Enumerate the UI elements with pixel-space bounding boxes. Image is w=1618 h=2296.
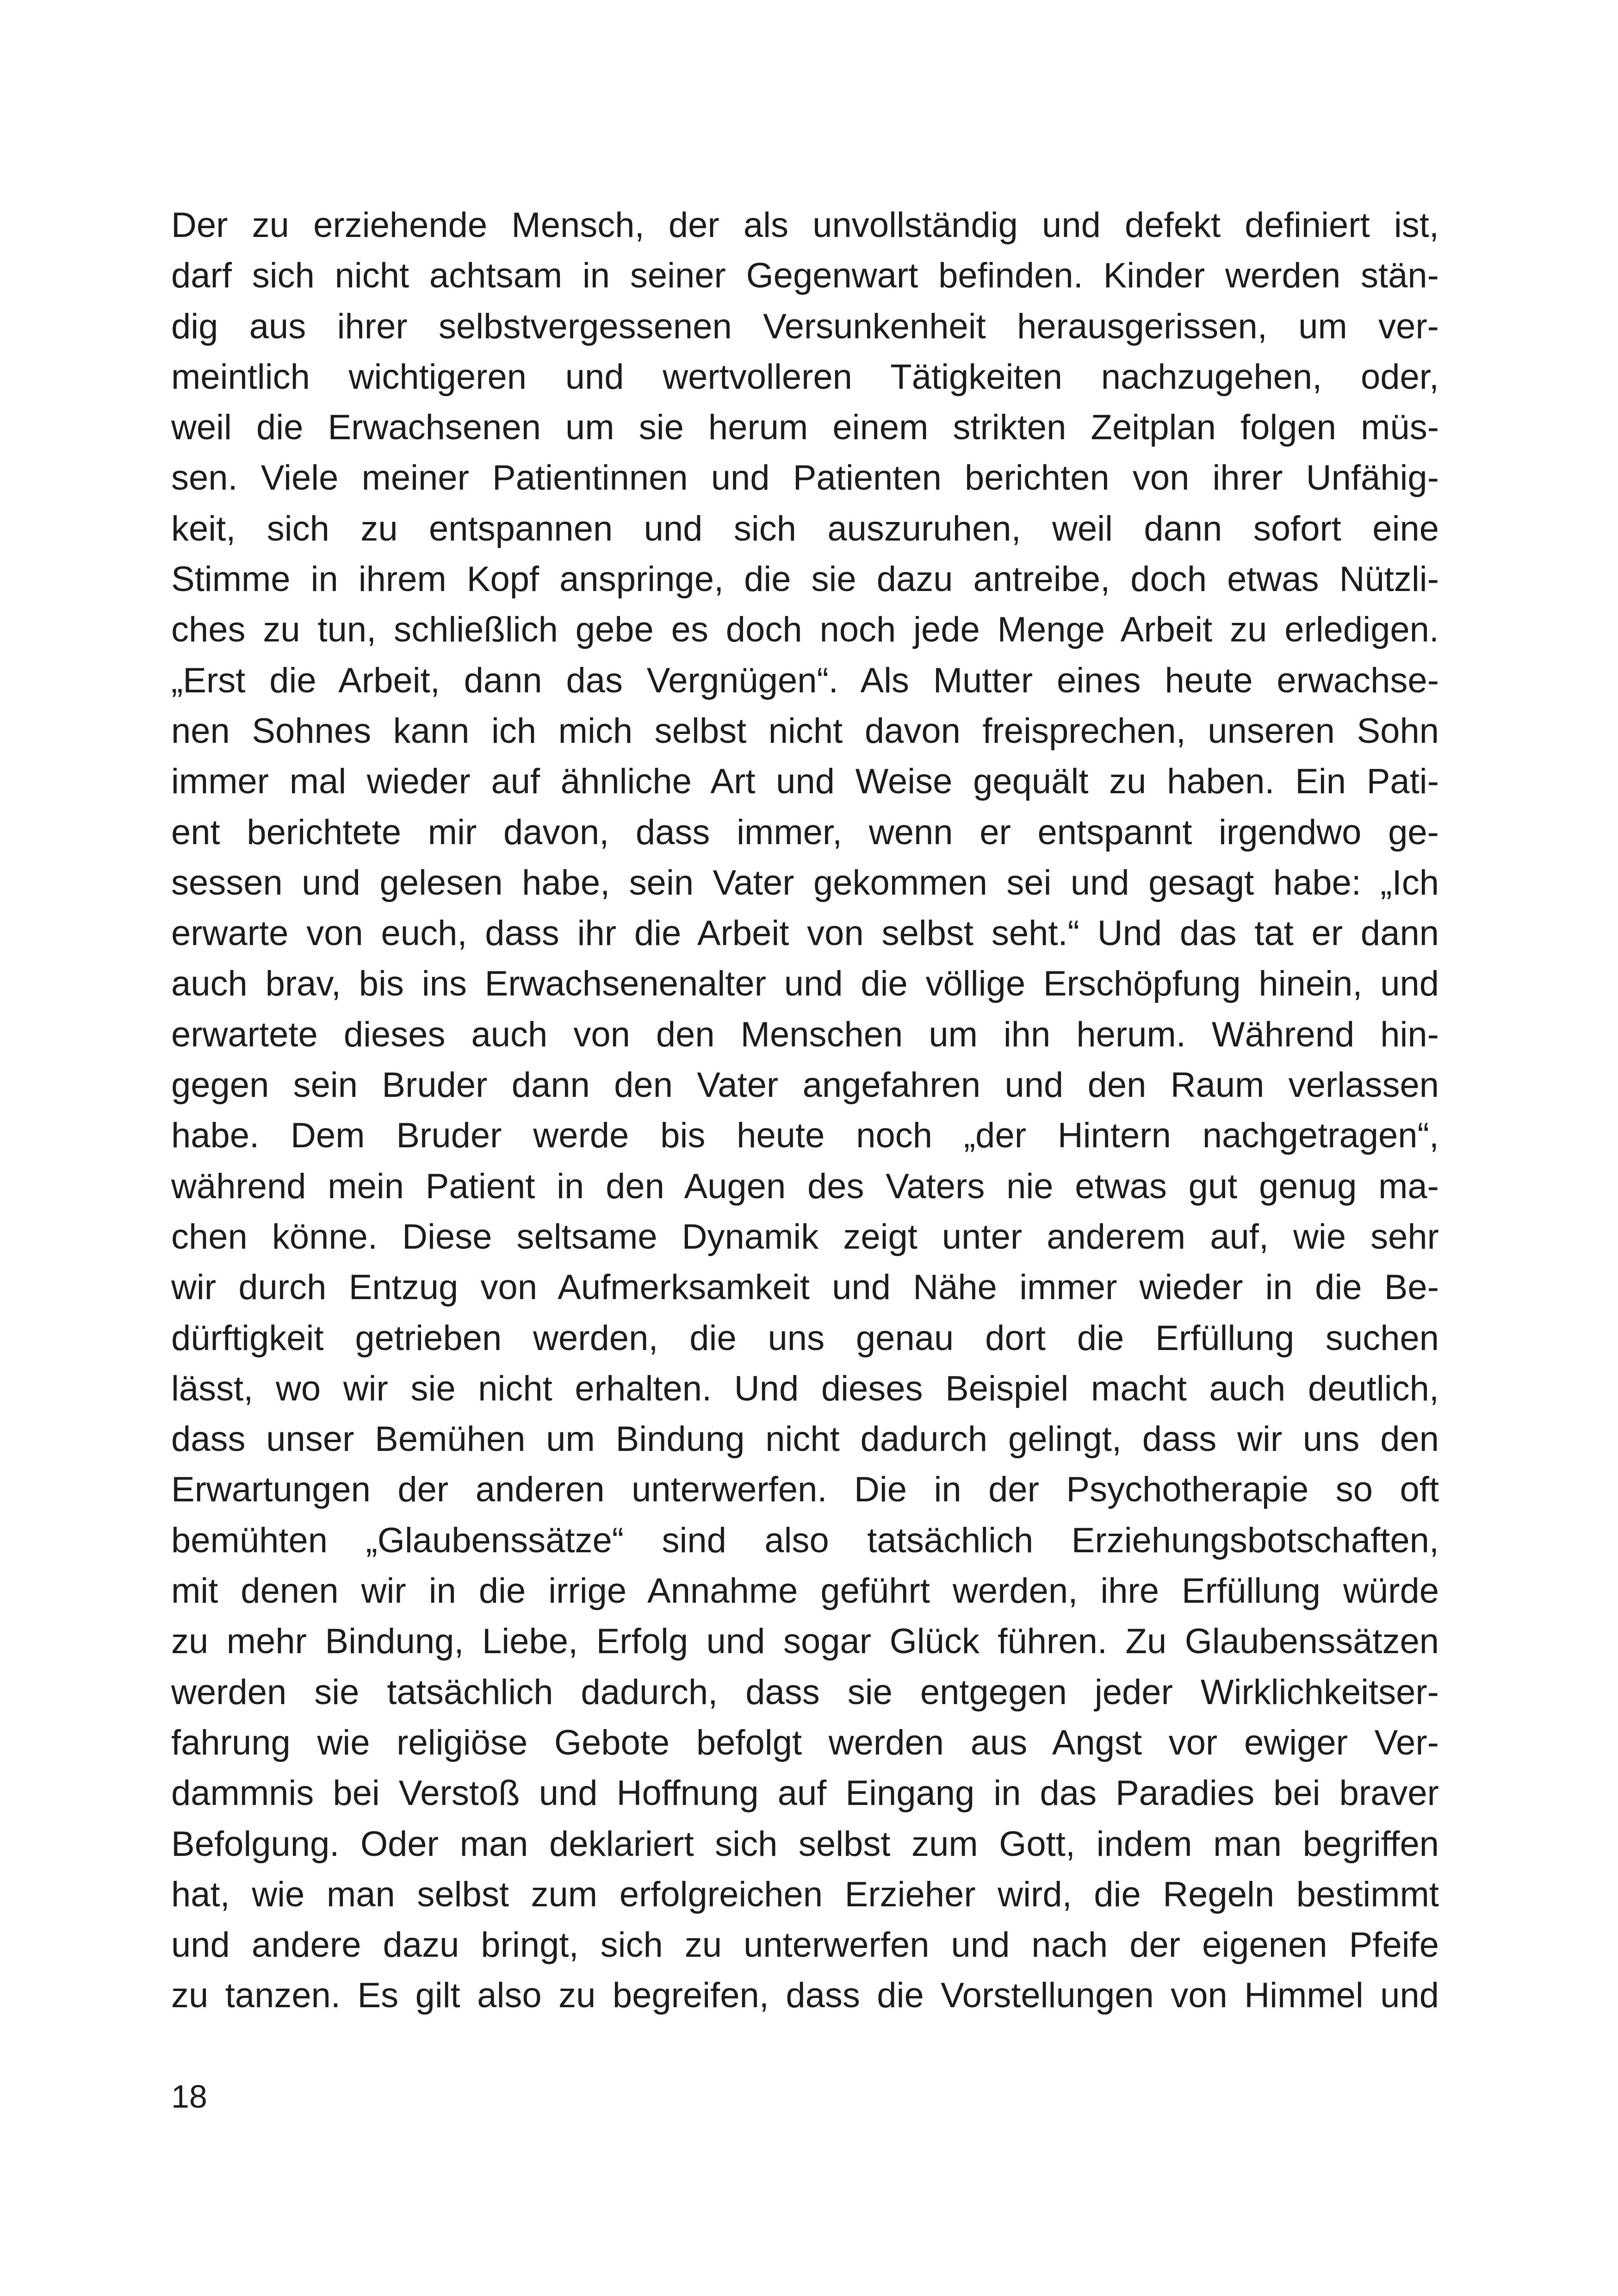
text-line: nen Sohnes kann ich mich selbst nicht davon freisprechen, unseren Sohn — [171, 711, 1439, 751]
text-line: werden sie tatsächlich dadurch, dass sie entgegen jeder Wirklichkeitser- — [171, 1672, 1439, 1712]
text-line: keit, sich zu entspannen und sich auszuruhen, weil dann sofort eine — [171, 509, 1439, 548]
text-line: erwartete dieses auch von den Menschen um ihn herum. Während hin- — [171, 1014, 1439, 1054]
text-line: Befolgung. Oder man deklariert sich selbst zum Gott, indem man begriffen — [171, 1824, 1439, 1864]
text-line: sessen und gelesen habe, sein Vater gekommen sei und gesagt habe: „Ich — [171, 863, 1439, 902]
text-line: weil die Erwachsenen um sie herum einem strikten Zeitplan folgen müs- — [171, 408, 1439, 448]
text-line: fahrung wie religiöse Gebote befolgt werden aus Angst vor ewiger Ver- — [171, 1723, 1439, 1762]
text-line: und andere dazu bringt, sich zu unterwerfen und nach der eigenen Pfeife — [171, 1925, 1439, 1965]
text-line: Stimme in ihrem Kopf anspringe, die sie dazu antreibe, doch etwas Nützli- — [171, 560, 1439, 599]
body-text — [171, 200, 1439, 2021]
text-line: erwarte von euch, dass ihr die Arbeit von selbst seht.“ Und das tat er dann — [171, 914, 1439, 953]
text-line: gegen sein Bruder dann den Vater angefahren und den Raum verlassen — [171, 1065, 1439, 1105]
page-number: 18 — [171, 2078, 207, 2115]
text-line: sen. Viele meiner Patientinnen und Patienten berichten von ihrer Unfähig- — [171, 458, 1439, 498]
text-line: dass unser Bemühen um Bindung nicht dadurch gelingt, dass wir uns den — [171, 1419, 1439, 1459]
text-line: ent berichtete mir davon, dass immer, wenn er entspannt irgendwo ge- — [171, 812, 1439, 852]
text-line: während mein Patient in den Augen des Vaters nie etwas gut genug ma- — [171, 1166, 1439, 1206]
text-line: Der zu erziehende Mensch, der als unvollständig und defekt definiert ist, — [171, 205, 1439, 245]
text-line: dürftigkeit getrieben werden, die uns genau dort die Erfüllung suchen — [171, 1318, 1439, 1358]
text-line: wir durch Entzug von Aufmerksamkeit und Nähe immer wieder in die Be- — [171, 1268, 1439, 1307]
text-line: hat, wie man selbst zum erfolgreichen Erzieher wird, die Regeln bestimmt — [171, 1874, 1439, 1914]
text-line: meintlich wichtigeren und wertvolleren Tätigkeiten nachzugehen, oder, — [171, 357, 1439, 397]
text-line: darf sich nicht achtsam in seiner Gegenwart befinden. Kinder werden stän- — [171, 256, 1439, 296]
text-line: habe. Dem Bruder werde bis heute noch „der Hintern nachgetragen“, — [171, 1116, 1439, 1156]
text-line: zu tanzen. Es gilt also zu begreifen, dass die Vorstellungen von Himmel und — [171, 1976, 1439, 2016]
text-line: „Erst die Arbeit, dann das Vergnügen“. Als Mutter eines heute erwachse- — [171, 660, 1439, 700]
text-line: dammnis bei Verstoß und Hoffnung auf Eingang in das Paradies bei braver — [171, 1773, 1439, 1813]
text-line: mit denen wir in die irrige Annahme geführt werden, ihre Erfüllung würde — [171, 1571, 1439, 1611]
text-line: lässt, wo wir sie nicht erhalten. Und dieses Beispiel macht auch deutlich, — [171, 1369, 1439, 1408]
text-line: dig aus ihrer selbstvergessenen Versunkenheit herausgerissen, um ver- — [171, 306, 1439, 346]
text-line: Erwartungen der anderen unterwerfen. Die in der Psychotherapie so oft — [171, 1470, 1439, 1510]
text-line: chen könne. Diese seltsame Dynamik zeigt unter anderem auf, wie sehr — [171, 1217, 1439, 1257]
text-line: auch brav, bis ins Erwachsenenalter und die völlige Erschöpfung hinein, und — [171, 964, 1439, 1004]
text-line: immer mal wieder auf ähnliche Art und Weise gequält zu haben. Ein Pati- — [171, 762, 1439, 802]
text-line: ches zu tun, schließlich gebe es doch noch jede Menge Arbeit zu erledigen. — [171, 610, 1439, 650]
text-line: zu mehr Bindung, Liebe, Erfolg und sogar Glück führen. Zu Glaubenssätzen — [171, 1622, 1439, 1661]
text-line: bemühten „Glaubenssätze“ sind also tatsächlich Erziehungsbotschaften, — [171, 1520, 1439, 1560]
